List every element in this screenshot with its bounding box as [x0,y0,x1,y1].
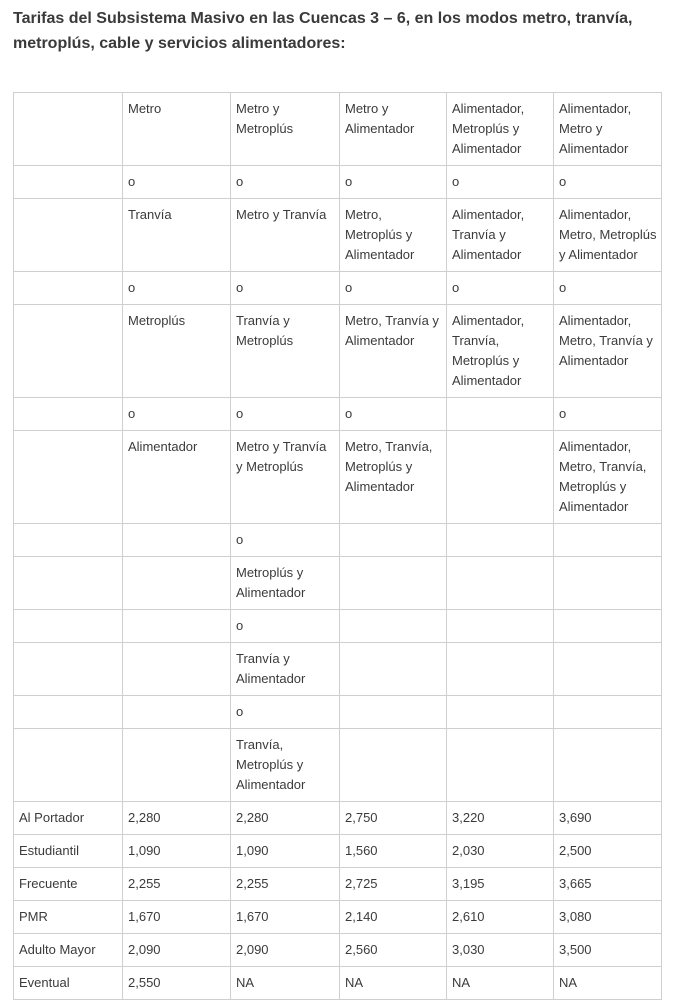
combination-row [14,199,662,272]
fare-value-cell: 3,220 [447,802,554,835]
or-cell: o [123,398,231,431]
fare-type-label: PMR [14,901,123,934]
combination-cell [123,557,231,610]
or-cell: o [123,166,231,199]
or-cell: o [447,272,554,305]
fare-value-cell: NA [447,967,554,1000]
fare-value-cell: 1,560 [340,835,447,868]
fare-type-label: Adulto Mayor [14,934,123,967]
or-cell: o [231,524,340,557]
combination-cell [554,557,662,610]
separator-row [14,272,662,305]
combination-cell: Tranvía, Metroplús y Alimentador [231,729,340,802]
or-cell [554,696,662,729]
combination-cell: Metro, Metroplús y Alimentador [340,199,447,272]
fare-value-cell: 2,725 [340,868,447,901]
combination-cell [14,643,123,696]
or-cell: o [231,272,340,305]
combination-cell [14,431,123,524]
combination-row [14,729,662,802]
combination-row [14,305,662,398]
combination-row [14,431,662,524]
fare-value-cell: 3,195 [447,868,554,901]
or-cell: o [231,166,340,199]
combination-cell [14,729,123,802]
combination-cell: Alimentador, Tranvía, Metroplús y Alimentador [447,305,554,398]
fare-row [14,835,662,868]
fares-table [13,92,662,1000]
separator-row [14,696,662,729]
or-cell [554,524,662,557]
or-cell [14,696,123,729]
or-cell [14,272,123,305]
or-cell: o [340,166,447,199]
fare-value-cell: 3,690 [554,802,662,835]
fare-value-cell: 3,500 [554,934,662,967]
fare-value-cell: 2,610 [447,901,554,934]
fare-value-cell: 2,090 [123,934,231,967]
combination-cell: Alimentador, Metro y Alimentador [554,93,662,166]
fare-value-cell: 1,090 [231,835,340,868]
separator-row [14,166,662,199]
combination-cell [447,729,554,802]
fare-value-cell: 2,255 [231,868,340,901]
separator-row [14,610,662,643]
fare-type-label: Estudiantil [14,835,123,868]
combination-cell: Alimentador, Metro, Metroplús y Alimentador [554,199,662,272]
or-cell [447,398,554,431]
or-cell [447,524,554,557]
fare-value-cell: 3,665 [554,868,662,901]
or-cell [123,610,231,643]
combination-cell: Metroplús [123,305,231,398]
fare-type-label: Al Portador [14,802,123,835]
fare-value-cell: 1,670 [231,901,340,934]
fare-value-cell: 2,500 [554,835,662,868]
or-cell [340,610,447,643]
fare-value-cell: 2,090 [231,934,340,967]
or-cell: o [231,696,340,729]
combination-cell: Alimentador, Tranvía y Alimentador [447,199,554,272]
fare-value-cell: 1,090 [123,835,231,868]
page-title: Tarifas del Subsistema Masivo en las Cuencas 3 – 6, en los modos metro, tranvía, metroplús, cable y servicios alimentadores: [13,10,633,52]
or-cell [14,166,123,199]
fare-row [14,802,662,835]
fare-value-cell: 2,550 [123,967,231,1000]
combination-cell [447,643,554,696]
fare-type-label: Frecuente [14,868,123,901]
combination-cell: Metroplús y Alimentador [231,557,340,610]
combination-cell [447,431,554,524]
or-cell: o [447,166,554,199]
combination-cell [123,729,231,802]
fare-value-cell: 2,560 [340,934,447,967]
combination-cell: Metro y Alimentador [340,93,447,166]
combination-cell: Alimentador [123,431,231,524]
or-cell [123,524,231,557]
fare-value-cell: 2,280 [123,802,231,835]
or-cell [447,610,554,643]
combination-cell: Tranvía [123,199,231,272]
or-cell [14,610,123,643]
or-cell [14,524,123,557]
separator-row [14,398,662,431]
or-cell [340,524,447,557]
fare-value-cell: 1,670 [123,901,231,934]
combination-cell [14,557,123,610]
combination-cell: Alimentador, Metro, Tranvía, Metroplús y Alimentador [554,431,662,524]
combination-cell: Metro y Tranvía [231,199,340,272]
fare-value-cell: 2,140 [340,901,447,934]
combination-cell: Metro [123,93,231,166]
combination-cell: Metro, Tranvía y Alimentador [340,305,447,398]
combination-cell [14,199,123,272]
combination-cell: Tranvía y Metroplús [231,305,340,398]
fare-value-cell: NA [231,967,340,1000]
combination-cell [554,643,662,696]
combination-row [14,93,662,166]
combination-cell: Alimentador, Metro, Tranvía y Alimentador [554,305,662,398]
fare-value-cell: NA [554,967,662,1000]
or-cell [14,398,123,431]
fare-type-label: Eventual [14,967,123,1000]
fare-value-cell: 3,080 [554,901,662,934]
combination-cell [340,729,447,802]
fares-table-body [14,93,662,1000]
combination-cell [123,643,231,696]
or-cell [123,696,231,729]
or-cell: o [340,272,447,305]
fare-value-cell: 3,030 [447,934,554,967]
combination-row [14,643,662,696]
separator-row [14,524,662,557]
or-cell [340,696,447,729]
combination-cell: Alimentador, Metroplús y Alimentador [447,93,554,166]
fare-row [14,967,662,1000]
combination-cell [447,557,554,610]
fare-value-cell: 2,255 [123,868,231,901]
fare-value-cell: NA [340,967,447,1000]
fare-value-cell: 2,750 [340,802,447,835]
combination-row [14,557,662,610]
combination-cell [340,557,447,610]
or-cell [447,696,554,729]
or-cell: o [554,166,662,199]
combination-cell [340,643,447,696]
combination-cell: Metro y Tranvía y Metroplús [231,431,340,524]
combination-cell: Metro y Metroplús [231,93,340,166]
combination-cell [554,729,662,802]
or-cell: o [340,398,447,431]
fare-value-cell: 2,030 [447,835,554,868]
fare-value-cell: 2,280 [231,802,340,835]
or-cell: o [123,272,231,305]
combination-cell [14,305,123,398]
or-cell: o [231,398,340,431]
or-cell: o [231,610,340,643]
or-cell: o [554,272,662,305]
combination-cell: Metro, Tranvía, Metroplús y Alimentador [340,431,447,524]
fare-row [14,934,662,967]
fare-row [14,868,662,901]
fare-row [14,901,662,934]
combination-cell: Tranvía y Alimentador [231,643,340,696]
or-cell: o [554,398,662,431]
combination-cell [14,93,123,166]
or-cell [554,610,662,643]
